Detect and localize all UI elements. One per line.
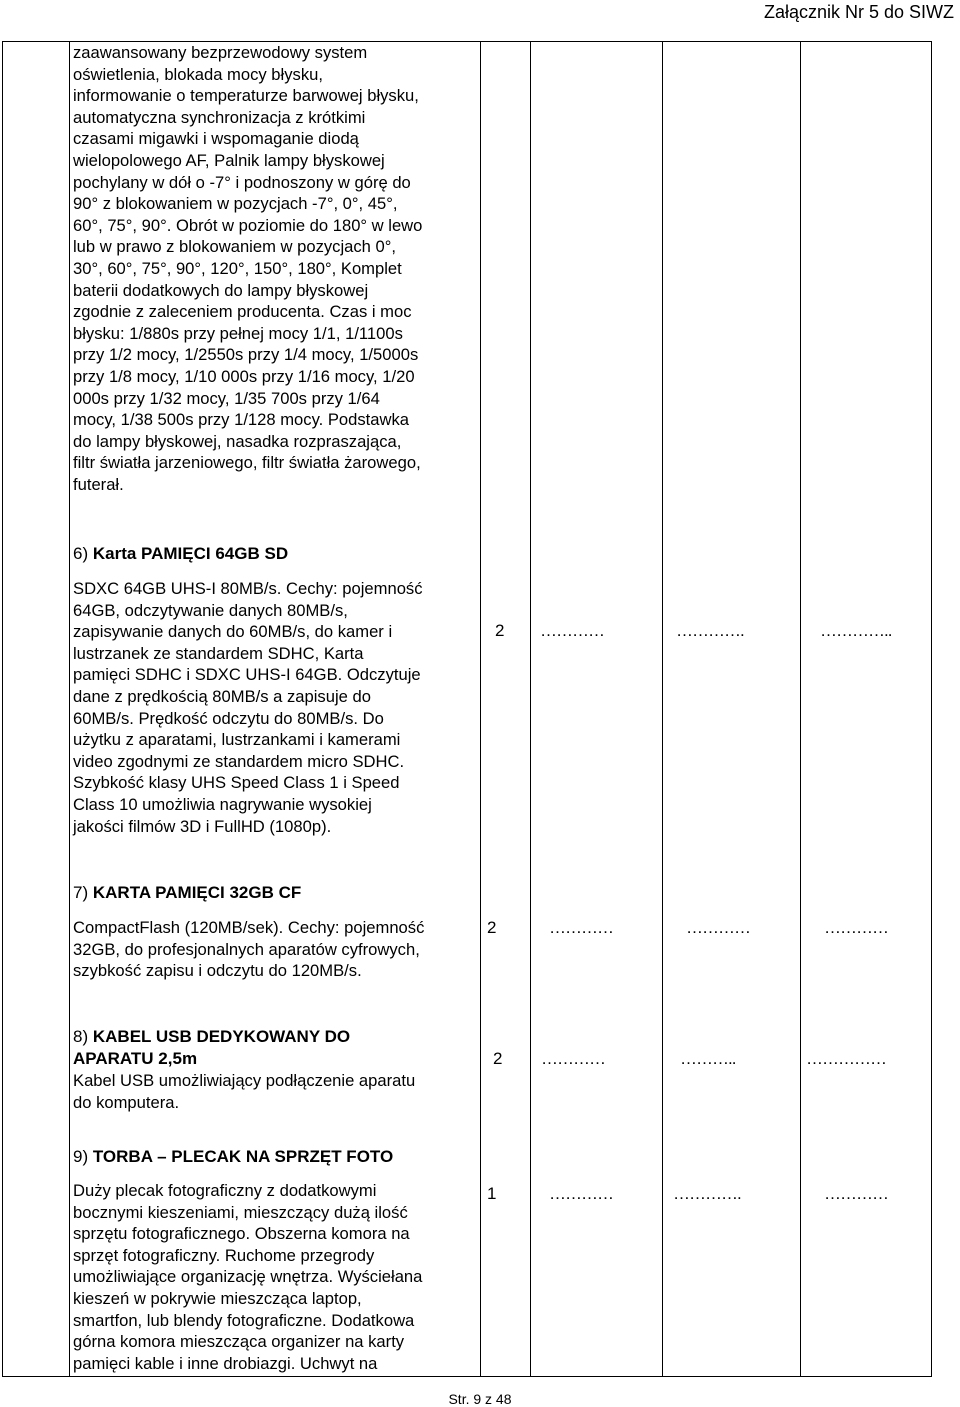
item-quantity: 2	[493, 1049, 503, 1068]
table-col-border-4	[662, 41, 663, 1377]
price-placeholder: ………….	[676, 621, 744, 640]
item-number: 8)	[73, 1027, 89, 1046]
item-description: Duży plecak fotograficzny z dodatkowymi bocznymi kieszeniami, mieszczący dużą ilość sprzętu fotograficznego. Obszerna komora na sprzęt fotograficzny. Ruchome przegrody umożliwiające organizację wnętrza. Wyściełana kieszeń w pokrywie mieszcząca laptop, smartfon, lub blendy fotograficzne. Dodatkowa górna komora mieszcząca organizer na karty pamięci kable i inne drobiazgi. Uchwyt na	[73, 1181, 423, 1373]
item-quantity: 2	[487, 918, 497, 937]
item-description: Kabel USB umożliwiający podłączenie aparatu do komputera.	[73, 1071, 416, 1112]
item-number: 6)	[73, 544, 89, 563]
item-description: CompactFlash (120MB/sek). Cechy: pojemność 32GB, do profesjonalnych aparatów cyfrowych, szybkość zapisu i odczytu do 120MB/s.	[73, 918, 425, 981]
price-placeholder: …………	[824, 918, 888, 937]
table-col-border-2	[480, 41, 481, 1377]
item-title-line2	[73, 1048, 197, 1070]
price-placeholder: ………..	[680, 1049, 736, 1068]
item-quantity: 1	[487, 1184, 497, 1203]
table-col-border-0	[2, 41, 3, 1377]
table-col-border-3	[530, 41, 531, 1377]
item-name-line2: APARATU 2,5m	[73, 1049, 198, 1068]
price-placeholder: …………	[549, 1184, 613, 1203]
item-quantity: 2	[495, 621, 505, 640]
price-placeholder: ………….	[673, 1184, 741, 1203]
price-placeholder: …………	[549, 918, 613, 937]
table-col-border-1	[69, 41, 70, 1377]
price-placeholder: …………	[541, 1049, 605, 1068]
item-number: 7)	[73, 883, 89, 902]
item-description: SDXC 64GB UHS-I 80MB/s. Cechy: pojemność 64GB, odczytywanie danych 80MB/s, zapisywanie danych do 60MB/s, do kamer i lustrzanek ze standardem SDHC, Karta pamięci SDHC i SDXC UHS-I 64GB. Odczytuje dane z prędkością 80MB/s a zapisuje do 60MB/s. Prędkość odczytu do 80MB/s. Do użytku z aparatami, lustrzankami i kamerami video zgodnymi ze standardem micro SDHC. Szybkość klasy UHS Speed Class 1 i Speed Class 10 umożliwia nagrywanie wysokiej jakości filmów 3D i FullHD (1080p).	[73, 579, 423, 836]
item-name: KABEL USB DEDYKOWANY DO	[92, 1027, 351, 1046]
table-bottom-border	[2, 1376, 932, 1377]
price-placeholder: …………	[540, 621, 604, 640]
item-title	[73, 1026, 350, 1048]
item-title	[73, 543, 288, 565]
table-col-border-5	[800, 41, 801, 1377]
item-number: 9)	[73, 1147, 89, 1166]
annex-label: Załącznik Nr 5 do SIWZ	[763, 2, 954, 22]
price-placeholder: …………	[686, 918, 750, 937]
item-name: KARTA PAMIĘCI 32GB CF	[92, 883, 302, 902]
item-name: TORBA – PLECAK NA SPRZĘT FOTO	[92, 1147, 394, 1166]
item-description: zaawansowany bezprzewodowy system oświetlenia, blokada mocy błysku, informowanie o temperaturze barwowej błysku, automatyczna synchronizacja z krótkimi czasami migawki i wspomaganie diodą wielopolowego AF, Palnik lampy błyskowej pochylany w dół o -7° i podnoszony w górę do 90° z blokowaniem w pozycjach -7°, 0°, 45°, 60°, 75°, 90°. Obrót w poziomie do 180° w lewo lub w prawo z blokowaniem w pozycjach 0°, 30°, 60°, 75°, 90°, 120°, 150°, 180°, Komplet baterii dodatkowych do lampy błyskowej zgodnie z zaleceniem producenta. Czas i moc błysku: 1/880s przy pełnej mocy 1/1, 1/1100s przy 1/2 mocy, 1/2550s przy 1/4 mocy, 1/5000s przy 1/8 mocy, 1/10 000s przy 1/16 mocy, 1/20 000s przy 1/32 mocy, 1/35 700s przy 1/64 mocy, 1/38 500s przy 1/128 mocy. Podstawka do lampy błyskowej, nasadka rozpraszająca, filtr światła jarzeniowego, filtr światła żarowego, futerał.	[73, 43, 423, 494]
price-placeholder: ……………	[806, 1049, 886, 1068]
item-name: Karta PAMIĘCI 64GB SD	[92, 544, 289, 563]
item-title	[73, 882, 301, 904]
table-col-border-6	[931, 41, 932, 1377]
item-title	[73, 1146, 393, 1168]
price-placeholder: …………	[824, 1184, 888, 1203]
page-number: Str. 9 z 48	[448, 1391, 512, 1407]
price-placeholder: …………..	[820, 621, 892, 640]
